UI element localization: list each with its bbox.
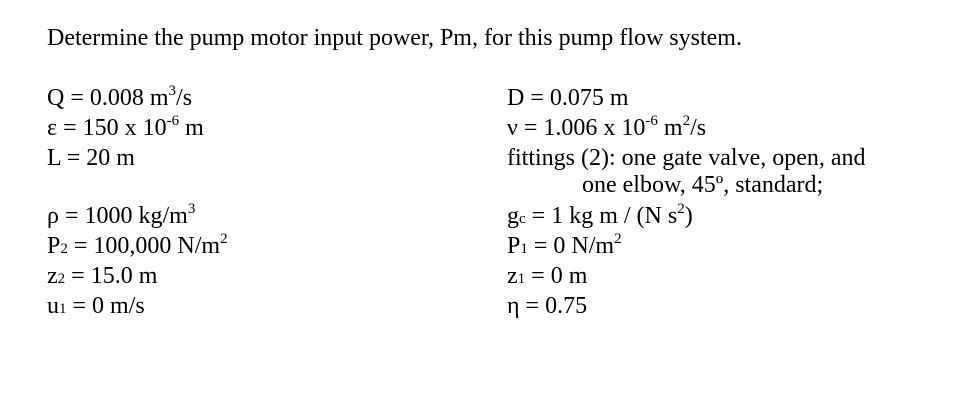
pressure-1-subscript: 1 — [520, 241, 528, 257]
problem-title: Determine the pump motor input power, Pm, for this pump flow system. — [47, 25, 742, 51]
fittings-line-1: fittings (2): one gate valve, open, and — [507, 145, 866, 171]
elevation-1-line — [507, 261, 587, 291]
flow-rate-exponent: 3 — [168, 83, 177, 99]
viscosity-unit-exponent: 2 — [682, 113, 691, 129]
pressure-1-symbol: P — [507, 233, 521, 259]
velocity-1-value: = 0 m/s — [66, 293, 145, 319]
gc-subscript: c — [519, 211, 526, 227]
efficiency-line: η = 0.75 — [507, 293, 588, 319]
roughness-text: ε = 150 x 10 — [47, 115, 167, 141]
velocity-1-subscript: 1 — [59, 301, 67, 317]
flow-rate-line — [47, 83, 192, 113]
elevation-2-symbol: z — [47, 263, 58, 289]
pressure-1-exponent: 2 — [614, 231, 622, 247]
pressure-1-line — [507, 231, 622, 261]
viscosity-unit: m — [657, 115, 683, 141]
pressure-1-value: = 0 N/m — [527, 233, 615, 259]
roughness-line — [47, 113, 204, 143]
pressure-2-exponent: 2 — [220, 231, 228, 247]
gc-symbol: g — [507, 203, 519, 229]
gc-line — [507, 201, 693, 231]
viscosity-text: ν = 1.006 x 10 — [507, 115, 646, 141]
flow-rate-unit-tail: /s — [176, 85, 193, 111]
velocity-1-line — [47, 291, 145, 321]
density-line — [47, 201, 195, 231]
fittings-line-2: one elbow, 45º, standard; — [582, 172, 824, 198]
velocity-1-symbol: u — [47, 293, 59, 319]
length-line: L = 20 m — [47, 145, 135, 171]
diameter-line: D = 0.075 m — [507, 85, 629, 111]
pressure-2-value: = 100,000 N/m — [67, 233, 221, 259]
pressure-2-line — [47, 231, 228, 261]
density-exponent: 3 — [187, 201, 196, 217]
gc-value: = 1 kg m / (N s — [525, 203, 678, 229]
gc-exponent: 2 — [677, 201, 685, 217]
roughness-unit: m — [179, 115, 204, 141]
elevation-2-subscript: 2 — [57, 271, 66, 287]
elevation-1-value: = 0 m — [525, 263, 588, 289]
roughness-exponent: -6 — [166, 113, 180, 129]
density-text: ρ = 1000 kg/m — [47, 203, 188, 229]
elevation-1-symbol: z — [507, 263, 518, 289]
elevation-2-line — [47, 261, 157, 291]
elevation-1-subscript: 1 — [517, 271, 526, 287]
viscosity-unit-tail: /s — [690, 115, 707, 141]
viscosity-exponent: -6 — [645, 113, 658, 129]
gc-tail: ) — [684, 203, 693, 229]
pressure-2-subscript: 2 — [60, 241, 68, 257]
pressure-2-symbol: P — [47, 233, 61, 259]
viscosity-line — [507, 113, 706, 143]
flow-rate-text: Q = 0.008 m — [47, 85, 169, 111]
elevation-2-value: = 15.0 m — [65, 263, 158, 289]
